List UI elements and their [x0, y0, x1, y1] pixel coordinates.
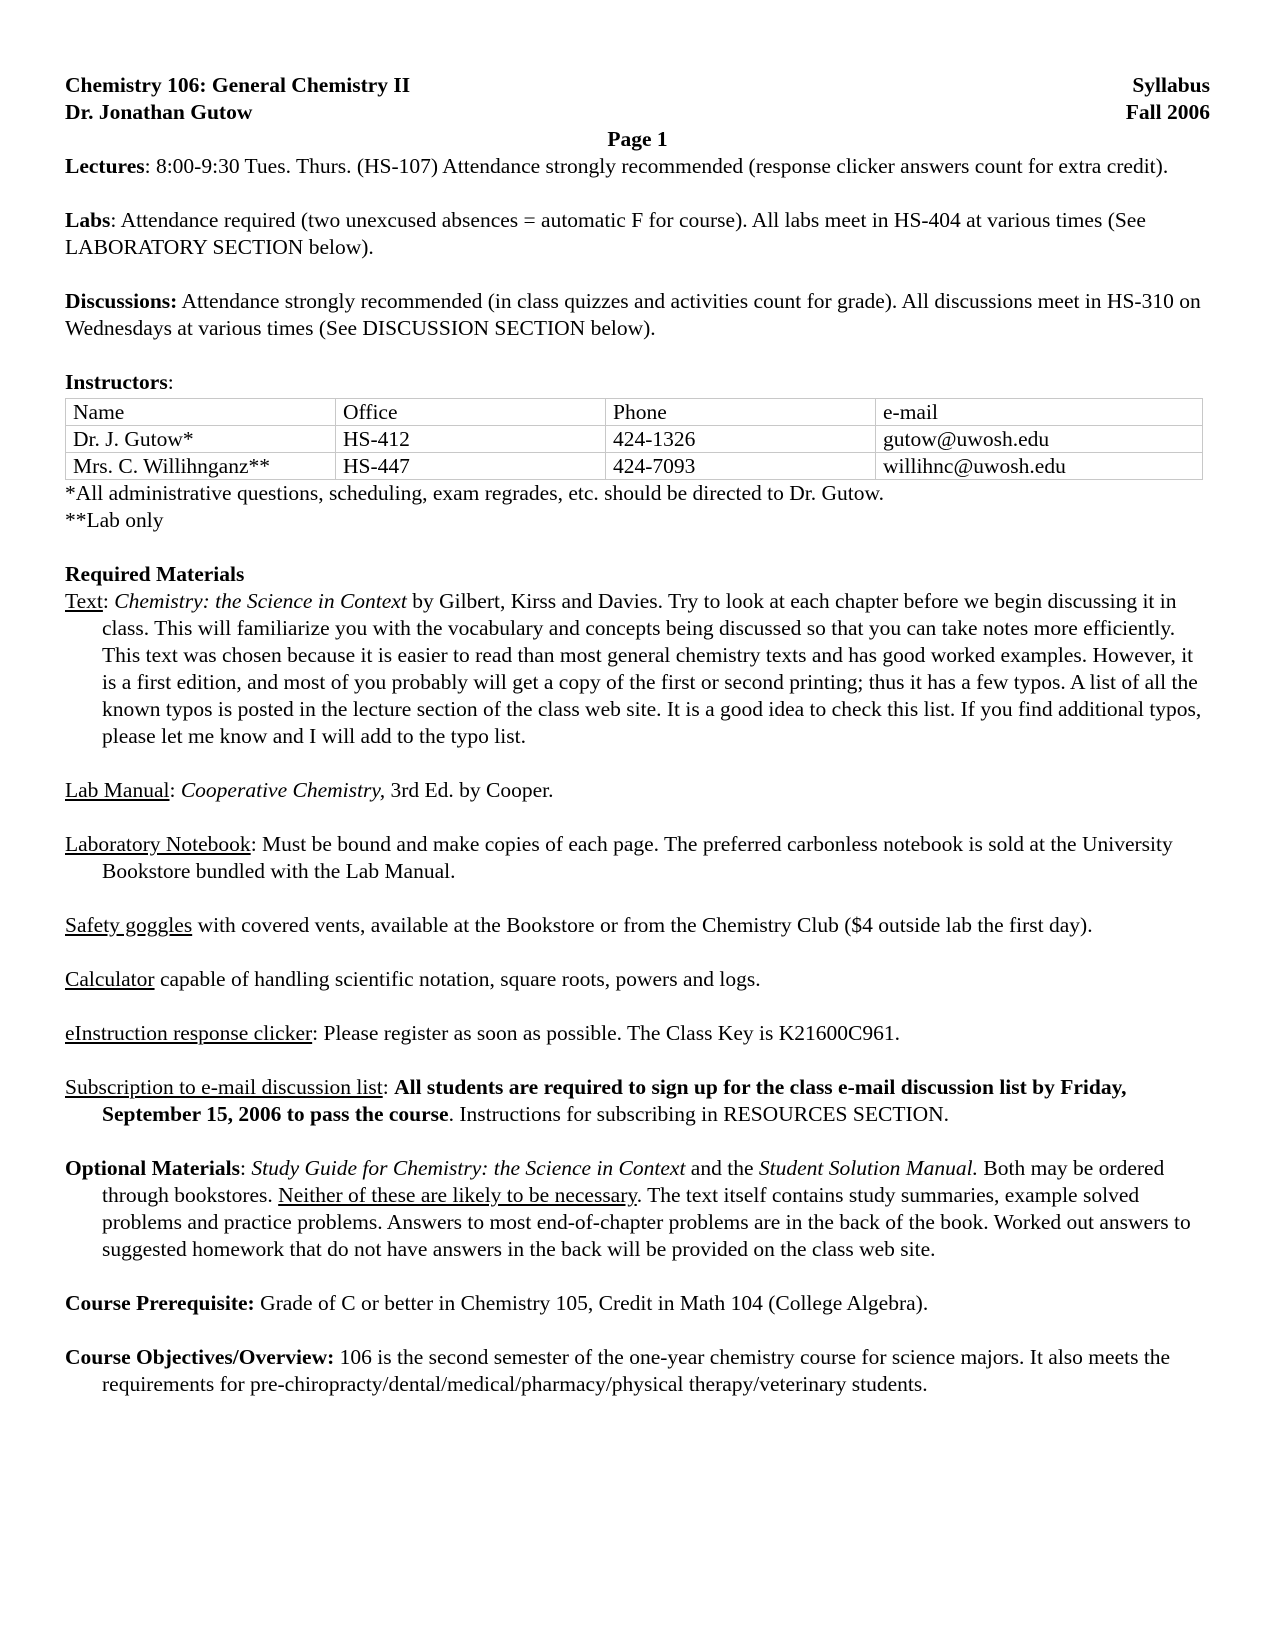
- syllabus-page: [65, 72, 1210, 1398]
- table-row: [66, 453, 1203, 480]
- notebook-paragraph: Laboratory Notebook: Must be bound and make copies of each page. The preferred carbonless notebook is sold at the University Bookstore bundled with the Lab Manual.: [65, 832, 1173, 883]
- discussions-text: Attendance strongly recommended (in class quizzes and activities count for grade). All discussions meet in HS-310 on Wednesdays at various times (See DISCUSSION SECTION below).: [65, 289, 1201, 340]
- table-cell: HS-412: [336, 426, 606, 453]
- calculator-paragraph: Calculator capable of handling scientific notation, square roots, powers and logs.: [65, 967, 761, 991]
- optional-materials-label: Optional Materials: [65, 1156, 240, 1180]
- text-label: Text: [65, 589, 103, 613]
- labs-text: : Attendance required (two unexcused absences = automatic F for course). All labs meet in HS-404 at various times (See LABORATORY SECTION below).: [65, 208, 1146, 259]
- instructor-name: Dr. Jonathan Gutow: [65, 100, 253, 124]
- prerequisite-label: Course Prerequisite:: [65, 1291, 255, 1315]
- text-body: by Gilbert, Kirss and Davies. Try to look at each chapter before we begin discussing it in class. This will familiarize you with the vocabulary and concepts being discussed so that you can take notes more efficiently. This text was chosen because it is easier to read than most general chemistry texts and has good worked examples. However, it is a first edition, and most of you probably will get a copy of the first or second printing; thus it has a few typos. A list of all the known typos is posted in the lecture section of the class web site. It is a good idea to check this list. If you find additional typos, please let me know and I will add to the typo list.: [102, 589, 1202, 748]
- study-guide-title: Study Guide for Chemistry: the Science in Context: [251, 1156, 686, 1180]
- labs-paragraph: [65, 207, 1210, 261]
- table-cell: Dr. J. Gutow*: [66, 426, 336, 453]
- objectives-paragraph: Course Objectives/Overview: 106 is the second semester of the one-year chemistry course for science majors. It also meets the requirements for pre-chiropracty/dental/medical/pharmacy/physical therapy/veterinary students.: [65, 1345, 1171, 1396]
- discussions-label: Discussions:: [65, 289, 178, 313]
- lectures-label: Lectures: [65, 154, 145, 178]
- page-number: Page 1: [607, 127, 668, 151]
- instructors-note-2: **Lab only: [65, 508, 164, 532]
- header-row-1: [65, 72, 1210, 99]
- subscription-label: Subscription to e-mail discussion list: [65, 1075, 383, 1099]
- text-paragraph: Text: Chemistry: the Science in Context by Gilbert, Kirss and Davies. Try to look at each chapter before we begin discussing it in class. This will familiarize you with the vocabulary and concepts being discussed so that you can take notes more efficiently. This text was chosen because it is easier to read than most general chemistry texts and has good worked examples. However, it is a first edition, and most of you probably will get a copy of the first or second printing; thus it has a few typos. A list of all the known typos is posted in the lecture section of the class web site. It is a good idea to check this list. If you find additional typos, please let me know and I will add to the typo list.: [65, 589, 1202, 748]
- prerequisite-paragraph: Course Prerequisite: Grade of C or better in Chemistry 105, Credit in Math 104 (College Algebra).: [65, 1291, 929, 1315]
- goggles-paragraph: Safety goggles with covered vents, available at the Bookstore or from the Chemistry Club ($4 outside lab the first day).: [65, 913, 1093, 937]
- instructors-note-1: *All administrative questions, scheduling, exam regrades, etc. should be directed to Dr. Gutow.: [65, 481, 884, 505]
- clicker-paragraph: eInstruction response clicker: Please register as soon as possible. The Class Key is K21600C961.: [65, 1021, 900, 1045]
- instructors-heading: Instructors:: [65, 370, 174, 394]
- required-materials-heading: Required Materials: [65, 562, 245, 586]
- discussions-paragraph: [65, 288, 1210, 342]
- clicker-label: eInstruction response clicker: [65, 1021, 313, 1045]
- table-cell: willihnc@uwosh.edu: [876, 453, 1203, 480]
- term: Fall 2006: [1125, 100, 1210, 124]
- lab-manual-label: Lab Manual: [65, 778, 170, 802]
- subscription-requirement: All students are required to sign up for the class e-mail discussion list by Friday, September 15, 2006 to pass the course: [102, 1075, 1127, 1126]
- table-row: [66, 426, 1203, 453]
- table-header-cell: Phone: [606, 399, 876, 426]
- lab-manual-title: Cooperative Chemistry,: [180, 778, 386, 802]
- notebook-label: Laboratory Notebook: [65, 832, 251, 856]
- table-cell: Mrs. C. Willihnganz**: [66, 453, 336, 480]
- goggles-label: Safety goggles: [65, 913, 193, 937]
- labs-label: Labs: [65, 208, 111, 232]
- table-cell: 424-7093: [606, 453, 876, 480]
- table-header-cell: Office: [336, 399, 606, 426]
- table-header-cell: e-mail: [876, 399, 1203, 426]
- doc-type: Syllabus: [1132, 73, 1210, 97]
- not-necessary-note: Neither of these are likely to be necessary: [278, 1183, 637, 1207]
- objectives-label: Course Objectives/Overview:: [65, 1345, 335, 1369]
- table-header-cell: Name: [66, 399, 336, 426]
- lectures-text: : 8:00-9:30 Tues. Thurs. (HS-107) Attendance strongly recommended (response clicker answers count for extra credit).: [144, 154, 1169, 178]
- table-header-row: [66, 399, 1203, 426]
- solution-manual-title: Student Solution Manual.: [758, 1156, 979, 1180]
- calculator-label: Calculator: [65, 967, 155, 991]
- subscription-paragraph: Subscription to e-mail discussion list: All students are required to sign up for the class e-mail discussion list by Friday, September 15, 2006 to pass the course. Instructions for subscribing in RESOURCES SECTION.: [65, 1075, 1127, 1126]
- table-cell: HS-447: [336, 453, 606, 480]
- table-cell: 424-1326: [606, 426, 876, 453]
- instructors-table: [65, 398, 1203, 480]
- header-row-2: [65, 99, 1210, 126]
- lectures-paragraph: [65, 153, 1210, 180]
- course-title: Chemistry 106: General Chemistry II: [65, 73, 411, 97]
- lab-manual-paragraph: Lab Manual: Cooperative Chemistry, 3rd Ed. by Cooper.: [65, 778, 554, 802]
- optional-materials-paragraph: Optional Materials: Study Guide for Chemistry: the Science in Context and the Student Solution Manual. Both may be ordered through bookstores. Neither of these are likely to be necessary. The text itself contains study summaries, example solved problems and practice problems. Answers to most end-of-chapter problems are in the back of the book. Worked out answers to suggested homework that do not have answers in the back will be provided on the class web site.: [65, 1156, 1191, 1261]
- textbook-title: Chemistry: the Science in Context: [114, 589, 407, 613]
- table-cell: gutow@uwosh.edu: [876, 426, 1203, 453]
